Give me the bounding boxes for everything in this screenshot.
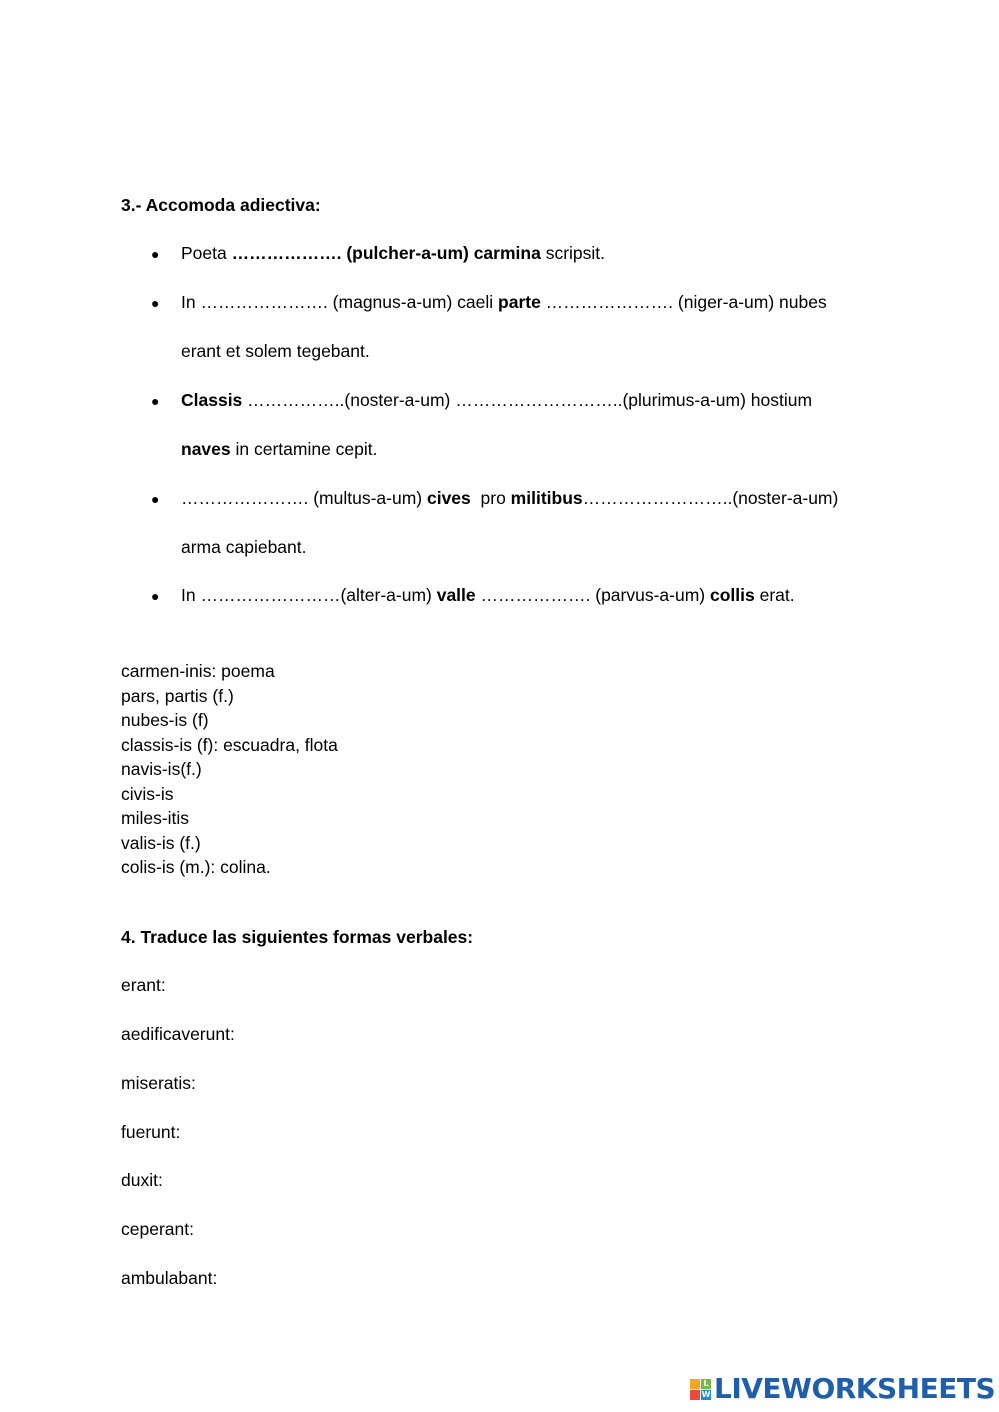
item-1-part-3: scripsit.	[540, 243, 606, 263]
vocab-item: civis-is	[121, 783, 174, 804]
exercise-item-4-continuation	[181, 539, 307, 557]
verb-item-duxit: duxit:	[121, 1170, 163, 1190]
vocab-item: pars, partis (f.)	[121, 685, 234, 706]
exercise-item-4	[181, 490, 838, 508]
item-5-part-2: valle	[436, 585, 476, 605]
item-4-cont-1: arma capiebant.	[181, 537, 307, 557]
item-2-part-1: In …………………. (magnus-a-um) caeli	[181, 292, 499, 312]
item-1-part-1: Poeta	[181, 243, 232, 263]
vocab-item: classis-is (f): escuadra, flota	[121, 734, 338, 755]
vocab-item: valis-is (f.)	[121, 832, 201, 853]
item-3-part-2: ……………..(noster-a-um) ………………………..(plurimus-a-um) hostium	[242, 390, 813, 410]
logo-text: LIVEWORKSHEETS	[714, 1372, 996, 1405]
item-3-cont-2: in certamine cepit.	[230, 439, 378, 459]
exercise-item-2-continuation	[181, 343, 370, 361]
bullet-icon: ●	[151, 246, 160, 262]
item-2-part-2: parte	[498, 292, 541, 312]
item-5-part-4: collis	[709, 585, 755, 605]
vocab-item: nubes-is (f)	[121, 710, 209, 730]
exercise-item-3-continuation	[181, 441, 378, 459]
item-5-part-5: erat.	[754, 585, 795, 605]
section-4-heading-text: 4. Traduce las siguientes formas verbales:	[121, 927, 474, 947]
verb-item-ambulabant: ambulabant:	[121, 1268, 218, 1288]
exercise-item-3	[181, 392, 812, 410]
logo-mark-cell	[690, 1390, 700, 1400]
vocab-item: carmen-inis: poema	[121, 661, 275, 681]
section-4-heading	[121, 929, 473, 947]
item-2-part-3: …………………. (niger-a-um) nubes	[540, 292, 827, 312]
item-4-part-1: …………………. (multus-a-um)	[181, 488, 427, 508]
bullet-icon: ●	[151, 491, 160, 507]
bullet-icon: ●	[151, 588, 160, 604]
vocabulary-list	[121, 659, 338, 880]
verb-item-erant: erant:	[121, 975, 166, 995]
item-4-part-2: cives	[426, 488, 471, 508]
logo-mark-cell: L	[701, 1379, 711, 1389]
item-1-part-2: ………………. (pulcher-a-um) carmina	[231, 243, 541, 263]
exercise-item-2	[181, 294, 827, 312]
item-2-cont-1: erant et solem tegebant.	[181, 341, 370, 361]
item-5-part-1: In ……………………(alter-a-um)	[181, 585, 437, 605]
vocab-item: navis-is(f.)	[121, 759, 202, 779]
exercise-item-1	[181, 245, 605, 263]
vocab-item: miles-itis	[121, 808, 190, 828]
logo-mark-cell	[690, 1379, 700, 1389]
liveworksheets-logo	[690, 1372, 995, 1406]
item-4-part-4: militibus	[510, 488, 583, 508]
bullet-icon: ●	[151, 295, 160, 311]
item-3-part-1: Classis	[181, 390, 243, 410]
logo-mark-cell: W	[701, 1389, 711, 1399]
item-4-part-5: ……………………..(noster-a-um)	[582, 488, 839, 508]
logo-mark-icon	[690, 1379, 711, 1400]
section-3-heading-text: 3.- Accomoda adiectiva:	[121, 195, 321, 215]
verb-item-fuerunt: fuerunt:	[121, 1122, 181, 1142]
item-5-part-3: ………………. (parvus-a-um)	[475, 585, 710, 605]
exercise-item-5	[181, 587, 795, 605]
section-3-heading	[121, 197, 321, 215]
verb-item-aedificaverunt: aedificaverunt:	[121, 1024, 235, 1044]
verb-item-miseratis: miseratis:	[121, 1073, 196, 1093]
vocab-item: colis-is (m.): colina.	[121, 857, 271, 877]
item-3-cont-1: naves	[181, 439, 231, 459]
item-4-part-3: pro	[470, 488, 511, 508]
bullet-icon: ●	[151, 393, 160, 409]
verb-item-ceperant: ceperant:	[121, 1219, 194, 1239]
